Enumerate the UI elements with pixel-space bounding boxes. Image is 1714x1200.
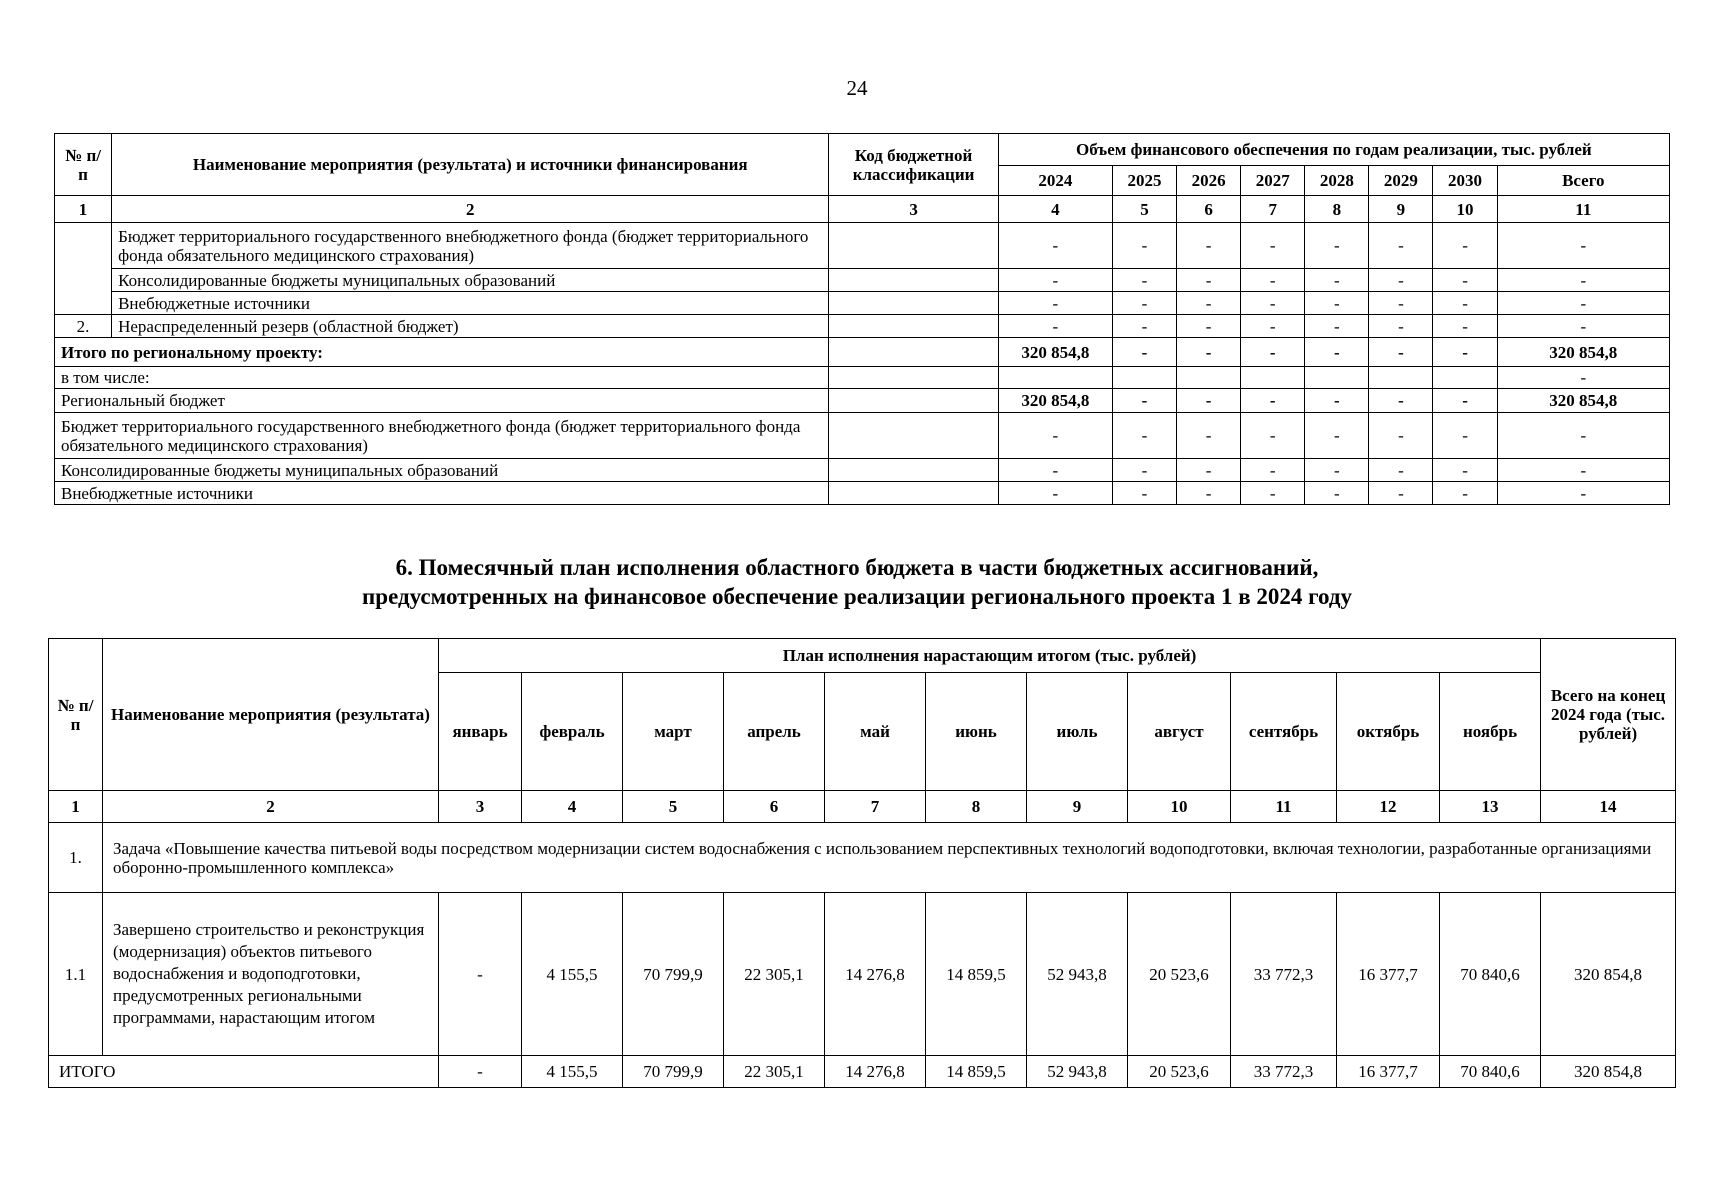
total-value: 70 840,6 [1440,1056,1541,1088]
row-value: - [1112,223,1176,269]
total-value: 16 377,7 [1337,1056,1440,1088]
total-value: 52 943,8 [1027,1056,1128,1088]
row-value: - [1369,338,1433,367]
col-number: 7 [1241,196,1305,223]
table-row [55,223,1670,269]
total-value: 4 155,5 [522,1056,623,1088]
row-code [829,292,998,315]
row-value: - [1305,413,1369,459]
item-value: 52 943,8 [1027,893,1128,1056]
header-year: 2026 [1177,166,1241,196]
row-value: - [1241,338,1305,367]
row-value: - [1369,459,1433,482]
task-row [49,823,1676,893]
item-value: - [439,893,522,1056]
col-number: 10 [1128,791,1231,823]
row-value: - [1305,389,1369,413]
row-value: - [1433,223,1497,269]
row-value: - [1177,292,1241,315]
header-year: 2030 [1433,166,1497,196]
row-value: - [1305,269,1369,292]
total-value: 320 854,8 [1541,1056,1676,1088]
row-value: - [1497,269,1669,292]
row-value: - [1112,413,1176,459]
row-value: - [1305,223,1369,269]
col-number: 5 [623,791,724,823]
total-value: 70 799,9 [623,1056,724,1088]
header-total: Всего [1497,166,1669,196]
header-name: Наименование мероприятия (результата) [103,639,439,791]
col-number: 11 [1497,196,1669,223]
col-number: 8 [1305,196,1369,223]
row-value: - [998,269,1112,292]
table-row [49,893,1676,1056]
item-value: 70 799,9 [623,893,724,1056]
row-value: - [998,413,1112,459]
item-value: 70 840,6 [1440,893,1541,1056]
row-value: - [1305,482,1369,505]
section-title [0,553,1714,611]
row-value: - [1177,223,1241,269]
col-number: 3 [829,196,998,223]
total-label: Итого по региональному проекту: [55,338,829,367]
header-year: 2028 [1305,166,1369,196]
header-month: февраль [522,673,623,791]
row-num: 2. [55,315,112,338]
col-number: 1 [49,791,103,823]
item-value: 16 377,7 [1337,893,1440,1056]
row-value: - [1112,269,1176,292]
section-title-line: 6. Помесячный план исполнения областного бюджета в части бюджетных ассигнований, [395,555,1319,580]
row-value: - [1497,482,1669,505]
row-value: - [1241,269,1305,292]
row-name: Консолидированные бюджеты муниципальных образований [112,269,829,292]
header-code: Код бюджетной классификации [829,134,998,196]
table-total-row [55,367,1670,389]
total-label: в том числе: [55,367,829,389]
row-code [829,223,998,269]
column-number-row [55,196,1670,223]
col-number: 8 [926,791,1027,823]
header-total: Всего на конец 2024 года (тыс. рублей) [1541,639,1676,791]
row-value: - [1112,389,1176,413]
row-name: Бюджет территориального государственного внебюджетного фонда (бюджет территориального фонда обязательного медицинского страхования) [112,223,829,269]
total-value: 20 523,6 [1128,1056,1231,1088]
row-value: - [1112,338,1176,367]
row-value: - [1177,389,1241,413]
row-value: - [1369,292,1433,315]
row-value: - [1497,413,1669,459]
row-value [1177,367,1241,389]
total-label: Региональный бюджет [55,389,829,413]
row-code [829,389,998,413]
row-value: - [1433,292,1497,315]
row-code [829,367,998,389]
col-number: 14 [1541,791,1676,823]
row-code [829,413,998,459]
row-code [829,269,998,292]
table-total-row [55,338,1670,367]
row-code [829,315,998,338]
row-value: - [1369,482,1433,505]
row-value: - [998,482,1112,505]
col-number: 11 [1231,791,1337,823]
total-label: Бюджет территориального государственного внебюджетного фонда (бюджет территориального фонда обязательного медицинского страхования) [55,413,829,459]
table-total-row [55,459,1670,482]
row-value: - [1433,315,1497,338]
table-total-row [49,1056,1676,1088]
row-value: - [1369,269,1433,292]
row-value: - [1433,389,1497,413]
header-month: октябрь [1337,673,1440,791]
row-value: - [1177,338,1241,367]
col-number: 12 [1337,791,1440,823]
col-number: 4 [522,791,623,823]
col-number: 13 [1440,791,1541,823]
row-value: - [1112,292,1176,315]
header-plan: План исполнения нарастающим итогом (тыс. рублей) [439,639,1541,673]
header-month: март [623,673,724,791]
row-value: - [1497,459,1669,482]
col-number: 5 [1112,196,1176,223]
item-num: 1.1 [49,893,103,1056]
header-volume: Объем финансового обеспечения по годам реализации, тыс. рублей [998,134,1669,166]
row-value: - [1305,338,1369,367]
total-value: - [439,1056,522,1088]
total-label: ИТОГО [49,1056,439,1088]
row-value: 320 854,8 [998,389,1112,413]
row-value: - [1241,315,1305,338]
row-value: - [1433,338,1497,367]
col-number: 9 [1027,791,1128,823]
row-value: - [1112,482,1176,505]
table-total-row [55,389,1670,413]
header-month: апрель [724,673,825,791]
header-year: 2027 [1241,166,1305,196]
col-number: 1 [55,196,112,223]
row-value: - [1433,459,1497,482]
item-value: 22 305,1 [724,893,825,1056]
col-number: 4 [998,196,1112,223]
row-value: - [1241,223,1305,269]
table-row [55,315,1670,338]
header-month: август [1128,673,1231,791]
row-value: - [1177,269,1241,292]
item-value: 14 276,8 [825,893,926,1056]
row-value: - [998,459,1112,482]
item-value: 20 523,6 [1128,893,1231,1056]
header-month: июнь [926,673,1027,791]
row-value [1369,367,1433,389]
col-number: 6 [1177,196,1241,223]
monthly-plan-table [48,638,1676,1088]
row-value: - [1433,413,1497,459]
row-value: 320 854,8 [998,338,1112,367]
row-value: - [1433,482,1497,505]
table-total-row [55,482,1670,505]
financing-table [54,133,1670,505]
row-value: - [1497,315,1669,338]
row-value: - [1305,459,1369,482]
row-value: - [1177,315,1241,338]
row-value: - [1241,389,1305,413]
row-value: - [998,223,1112,269]
col-number: 7 [825,791,926,823]
col-number: 9 [1369,196,1433,223]
table-row [55,269,1670,292]
task-text: Задача «Повышение качества питьевой воды посредством модернизации систем водоснабжения с использованием перспективных технологий водоподготовки, включая технологии, разработанные организациями оборонно-промышленного комплекса» [103,823,1676,893]
header-year: 2024 [998,166,1112,196]
row-value: 320 854,8 [1497,338,1669,367]
row-value [1305,367,1369,389]
col-number: 10 [1433,196,1497,223]
item-value: 33 772,3 [1231,893,1337,1056]
section-title-line: предусмотренных на финансовое обеспечение реализации регионального проекта 1 в 2024 году [362,584,1352,609]
row-num [55,223,112,315]
header-year: 2025 [1112,166,1176,196]
row-value [1433,367,1497,389]
item-value: 4 155,5 [522,893,623,1056]
row-value: - [1497,367,1669,389]
row-value: - [1241,459,1305,482]
table-total-row [55,413,1670,459]
page-number: 24 [846,76,868,100]
row-name: Внебюджетные источники [112,292,829,315]
header-month: май [825,673,926,791]
row-value [1112,367,1176,389]
row-value: - [1369,389,1433,413]
item-value: 320 854,8 [1541,893,1676,1056]
row-value: - [1497,223,1669,269]
header-name: Наименование мероприятия (результата) и источники финансирования [112,134,829,196]
row-value: - [1177,482,1241,505]
header-month: ноябрь [1440,673,1541,791]
total-label: Консолидированные бюджеты муниципальных образований [55,459,829,482]
task-num: 1. [49,823,103,893]
header-month: июль [1027,673,1128,791]
row-value: - [1112,459,1176,482]
col-number: 2 [112,196,829,223]
total-value: 14 276,8 [825,1056,926,1088]
total-label: Внебюджетные источники [55,482,829,505]
header-num: № п/п [49,639,103,791]
row-value: - [1177,459,1241,482]
table-row [55,292,1670,315]
total-value: 22 305,1 [724,1056,825,1088]
row-value: - [1369,413,1433,459]
row-value: 320 854,8 [1497,389,1669,413]
header-month: сентябрь [1231,673,1337,791]
row-value: - [1177,413,1241,459]
row-value: - [1369,223,1433,269]
row-value [1241,367,1305,389]
row-value: - [998,315,1112,338]
col-number: 3 [439,791,522,823]
row-value: - [998,292,1112,315]
row-value: - [1241,413,1305,459]
row-value: - [1497,292,1669,315]
col-number: 2 [103,791,439,823]
row-value: - [1305,315,1369,338]
row-value [998,367,1112,389]
item-name: Завершено строительство и реконструкция (модернизация) объектов питьевого водоснабжения и водоподготовки, предусмотренных региональными программами, нарастающим итогом [103,893,439,1056]
row-name: Нераспределенный резерв (областной бюджет) [112,315,829,338]
row-value: - [1433,269,1497,292]
total-value: 14 859,5 [926,1056,1027,1088]
item-value: 14 859,5 [926,893,1027,1056]
col-number: 6 [724,791,825,823]
row-value: - [1241,292,1305,315]
row-value: - [1112,315,1176,338]
row-code [829,338,998,367]
row-code [829,482,998,505]
total-value: 33 772,3 [1231,1056,1337,1088]
header-month: январь [439,673,522,791]
row-value: - [1305,292,1369,315]
row-code [829,459,998,482]
header-num: № п/п [55,134,112,196]
header-year: 2029 [1369,166,1433,196]
row-value: - [1369,315,1433,338]
column-number-row [49,791,1676,823]
row-value: - [1241,482,1305,505]
